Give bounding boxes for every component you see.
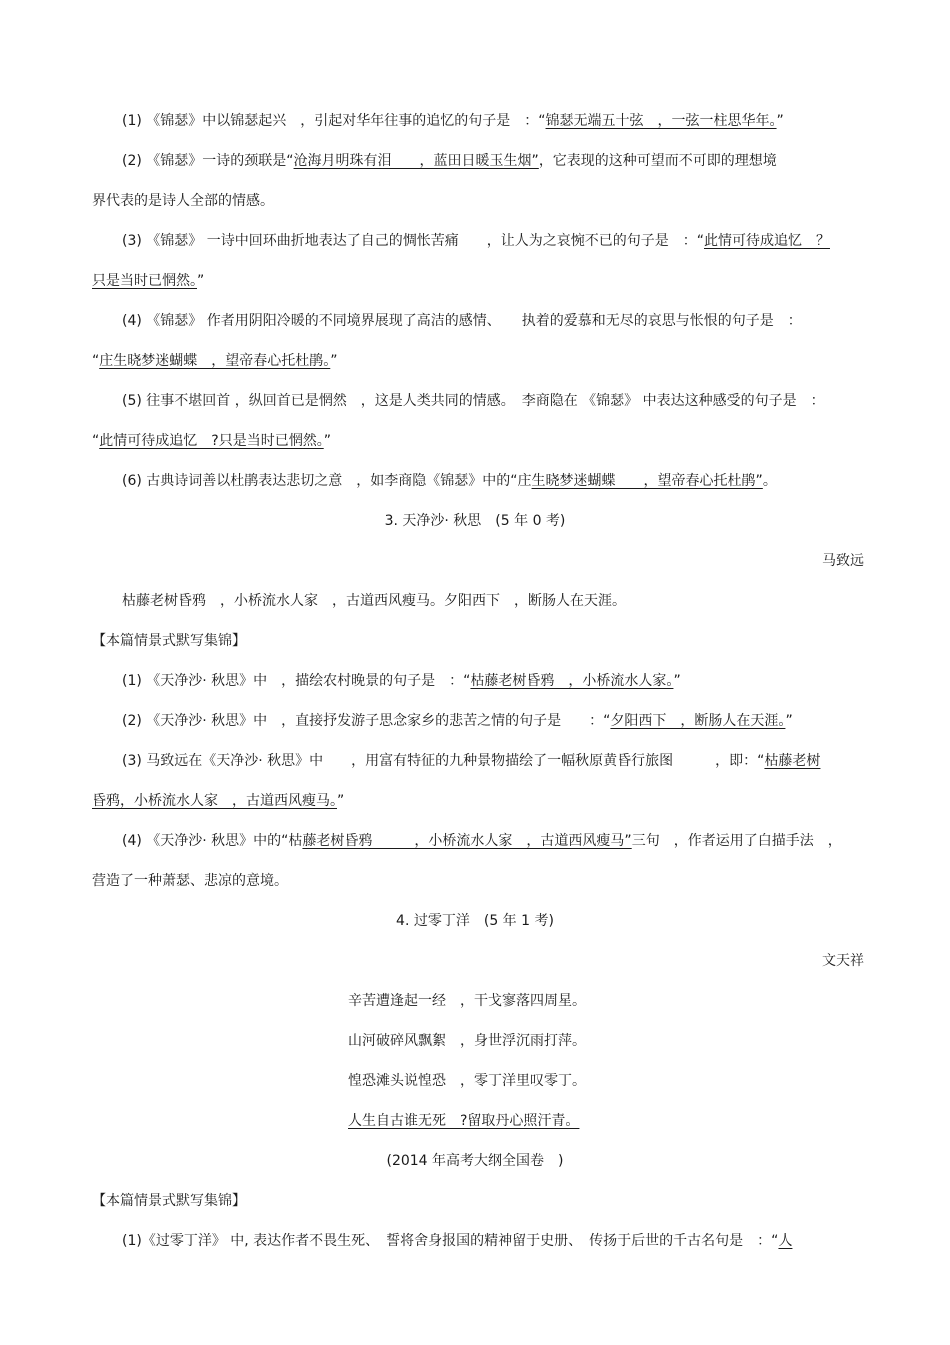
answer-text: 夕阳西下 ，断肠人在天涯。 [610, 713, 786, 729]
answer-text: 此情可待成追忆 ？ [703, 233, 830, 249]
poem-line: 山河破碎风飘絮 ，身世浮沉雨打萍。 [348, 1033, 586, 1049]
answer-text: 枯藤老树 [764, 753, 821, 769]
question-text: (1) 《天净沙· 秋思》中 ，描绘农村晚景的句子是 ：“ [122, 673, 471, 689]
jinse-q5-continued [92, 431, 868, 451]
answer-text: 此情可待成追忆 ?只是当时已惘然。 [99, 433, 324, 449]
poem-author: 文天祥 [822, 953, 864, 969]
poem-line: 辛苦遭逢起一经 ，干戈寥落四周星。 [348, 993, 586, 1009]
answer-text: 锦瑟无端五十弦 ，一弦一柱思华年。 [545, 113, 777, 129]
question-text: ” [785, 713, 793, 729]
question-text: ” [330, 353, 338, 369]
answer-text: 只是当时已惘然。 [92, 273, 197, 289]
section-heading: 【本篇情景式默写集锦】 [92, 1193, 246, 1209]
jinse-q4-continued [92, 351, 868, 371]
tjs-q2 [122, 711, 868, 731]
poem-source: (2014 年高考大纲全国卷 ) [386, 1153, 564, 1169]
poem-line: 惶恐滩头说惶恐 ，零丁洋里叹零丁。 [348, 1073, 586, 1089]
jinse-q2-continued: 界代表的是诗人全部的情感。 [92, 193, 274, 209]
question-text: (3) 《锦瑟》 一诗中回环曲折地表达了自己的惆怅苦痛 ，让人为之哀惋不已的句子是 ：“ [122, 233, 704, 249]
question-text: “ [92, 353, 100, 369]
tjs-q1 [122, 671, 868, 691]
tjs-q3-continued [92, 791, 868, 811]
section-title-guolingdingyang: 4. 过零丁洋 (5 年 1 考) [396, 913, 554, 929]
answer-text: 昏鸦，小桥流水人家 ，古道西风瘦马。 [92, 793, 337, 809]
jinse-q5: (5) 往事不堪回首 ，纵回首已是惘然 ，这是人类共同的情感。 李商隐在 《锦瑟》 中表达这种感受的句子是 ： [122, 393, 825, 409]
question-text: 三句 ，作者运用了白描手法 ， [631, 833, 842, 849]
jinse-q3 [122, 231, 868, 251]
section-title-tianjingsha: 3. 天净沙· 秋思 (5 年 0 考) [384, 513, 566, 529]
answer-text: 庄生晓梦迷蝴蝶 ，望帝春心托杜鹃。 [99, 353, 331, 369]
question-text: ，它表现的这种可望而不可即的理想境 [538, 153, 777, 169]
section-heading: 【本篇情景式默写集锦】 [92, 633, 246, 649]
answer-text: 生晓梦迷蝴蝶 ，望帝春心托杜鹃” [531, 473, 763, 489]
question-text: (2) 《锦瑟》一诗的颈联是“ [122, 153, 294, 169]
poem-author: 马致远 [822, 553, 864, 569]
jinse-q4: (4) 《锦瑟》 作者用阴阳冷暖的不同境界展现了高洁的感情、 执着的爱慕和无尽的哀思与怅恨的句子是 ： [122, 313, 802, 329]
question-text: (3) 马致远在《天净沙· 秋思》中 ，用富有特征的九种景物描绘了一幅秋原黄昏行旅图 ，即：“ [122, 753, 765, 769]
answer-text: 人 [778, 1233, 793, 1249]
jinse-q2 [122, 151, 868, 171]
question-text: (1)《过零丁洋》 中, 表达作者不畏生死、 誓将舍身报国的精神留于史册、 传扬于后世的千古名句是 ：“ [122, 1233, 779, 1249]
jinse-q6 [122, 471, 868, 491]
tjs-q4-continued: 营造了一种萧瑟、悲凉的意境。 [92, 873, 288, 889]
question-text: (6) 古典诗词善以杜鹃表达悲切之意 ，如李商隐《锦瑟》中的“庄 [122, 473, 532, 489]
tjs-q3 [122, 751, 868, 771]
gldy-q1 [122, 1231, 868, 1251]
question-text: (4) 《天净沙· 秋思》中的“枯 [122, 833, 303, 849]
jinse-q3-continued [92, 271, 868, 291]
question-text: 。 [762, 473, 777, 489]
question-text: ” [776, 113, 784, 129]
question-text: ” [323, 433, 331, 449]
question-text: “ [92, 433, 100, 449]
question-text: ” [197, 273, 205, 289]
answer-text: 藤老树昏鸦 ，小桥流水人家 ，古道西风瘦马” [302, 833, 632, 849]
question-text: (1) 《锦瑟》中以锦瑟起兴 ，引起对华年往事的追忆的句子是 ：“ [122, 113, 546, 129]
tjs-q4 [122, 831, 868, 851]
question-text: ” [337, 793, 345, 809]
question-text: ” [673, 673, 681, 689]
poem-line-underlined [348, 1111, 808, 1131]
jinse-q1 [122, 111, 868, 131]
answer-text: 沧海月明珠有泪 ，蓝田日暖玉生烟” [293, 153, 539, 169]
answer-text: 枯藤老树昏鸦 ，小桥流水人家。 [470, 673, 674, 689]
question-text: (2) 《天净沙· 秋思》中 ，直接抒发游子思念家乡的悲苦之情的句子是 ：“ [122, 713, 611, 729]
poem-text: 枯藤老树昏鸦 ，小桥流水人家 ，古道西风瘦马。夕阳西下 ，断肠人在天涯。 [122, 593, 626, 609]
poem-line-text: 人生自古谁无死 ?留取丹心照汗青。 [348, 1113, 580, 1129]
